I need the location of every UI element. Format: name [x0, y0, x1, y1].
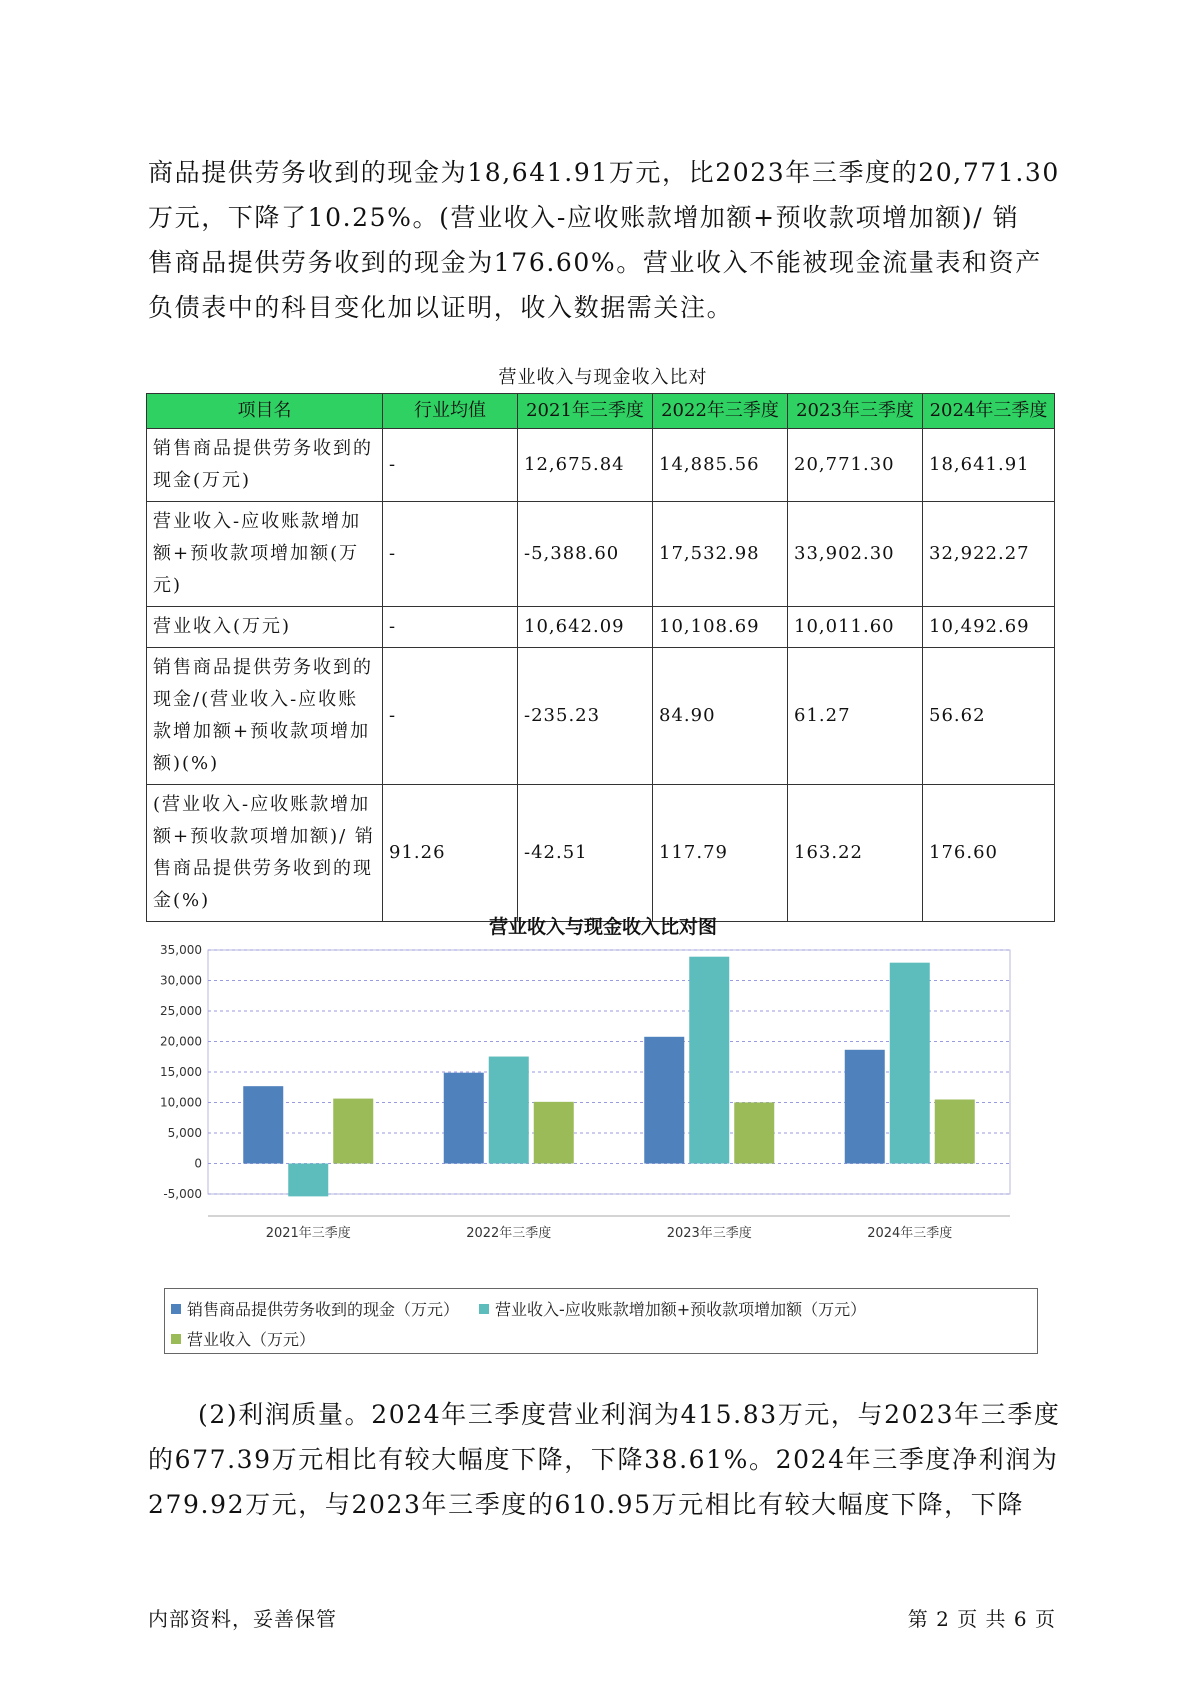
cell: 176.60	[923, 785, 1055, 922]
body-paragraph-1	[148, 150, 1058, 330]
y-tick-label: 35,000	[160, 943, 202, 957]
y-tick-label: 25,000	[160, 1004, 202, 1018]
comparison-table	[146, 393, 1055, 922]
paragraph-line: (2)利润质量。2024年三季度营业利润为415.83万元，与2023年三季度	[198, 1400, 1061, 1429]
chart-title: 营业收入与现金收入比对图	[488, 916, 717, 938]
bar	[288, 1164, 328, 1197]
header-2022q3: 2022年三季度	[653, 394, 788, 429]
legend-swatch	[479, 1304, 489, 1314]
paragraph-line: 负债表中的科目变化加以证明，收入数据需关注。	[148, 293, 734, 322]
bar	[243, 1086, 283, 1163]
y-tick-label: 10,000	[160, 1095, 202, 1110]
cell: 18,641.91	[923, 429, 1055, 502]
row-label: (营业收入-应收账款增加额+预收款项增加额)/ 销售商品提供劳务收到的现金(%)	[147, 785, 383, 922]
table-caption: 营业收入与现金收入比对	[498, 367, 708, 388]
table-row	[147, 648, 1055, 785]
cell: 56.62	[923, 648, 1055, 785]
cell: 10,108.69	[653, 607, 788, 648]
header-2021q3: 2021年三季度	[518, 394, 653, 429]
bar	[689, 957, 729, 1164]
y-tick-label: 15,000	[160, 1065, 202, 1079]
bar	[644, 1037, 684, 1164]
y-tick-label: -5,000	[163, 1187, 202, 1201]
table-row	[147, 502, 1055, 607]
cell: -	[383, 502, 518, 607]
bar	[734, 1102, 774, 1163]
legend-label: 营业收入（万元）	[187, 1330, 316, 1349]
cell: -5,388.60	[518, 502, 653, 607]
cell: 10,011.60	[788, 607, 923, 648]
x-tick-label: 2021年三季度	[265, 1226, 351, 1241]
header-industry-avg: 行业均值	[383, 394, 518, 429]
table-row	[147, 785, 1055, 922]
bar	[845, 1050, 885, 1164]
x-tick-label: 2024年三季度	[867, 1226, 953, 1241]
cell: 20,771.30	[788, 429, 923, 502]
cell: 12,675.84	[518, 429, 653, 502]
paragraph-line: 商品提供劳务收到的现金为18,641.91万元，比2023年三季度的20,771.30	[148, 158, 1060, 187]
table-row	[147, 607, 1055, 648]
footer-confidential: 内部资料，妥善保管	[148, 1607, 337, 1631]
cell: 10,642.09	[518, 607, 653, 648]
paragraph-line: 售商品提供劳务收到的现金为176.60%。营业收入不能被现金流量表和资产	[148, 248, 1042, 277]
cell: 91.26	[383, 785, 518, 922]
table-row	[147, 429, 1055, 502]
cell: 163.22	[788, 785, 923, 922]
y-tick-label: 20,000	[160, 1034, 202, 1049]
paragraph-line: 的677.39万元相比有较大幅度下降，下降38.61%。2024年三季度净利润为	[148, 1445, 1059, 1474]
cell: 32,922.27	[923, 502, 1055, 607]
legend-swatch	[171, 1334, 181, 1344]
row-label: 销售商品提供劳务收到的现金/(营业收入-应收账款增加额+预收款项增加额)(%)	[147, 648, 383, 785]
bar	[534, 1102, 574, 1164]
bar	[935, 1099, 975, 1163]
paragraph-line: 万元，下降了10.25%。(营业收入-应收账款增加额+预收款项增加额)/ 销	[148, 203, 1020, 232]
body-paragraph-2	[148, 1392, 1061, 1527]
row-label: 营业收入-应收账款增加额+预收款项增加额(万元)	[147, 502, 383, 607]
cell: -	[383, 648, 518, 785]
legend-label: 销售商品提供劳务收到的现金（万元）	[187, 1300, 460, 1319]
legend-item	[171, 1297, 459, 1320]
legend-label: 营业收入-应收账款增加额+预收款项增加额（万元）	[495, 1300, 867, 1319]
y-tick-label: 5,000	[167, 1126, 202, 1140]
cell: 14,885.56	[653, 429, 788, 502]
cell: 10,492.69	[923, 607, 1055, 648]
x-tick-label: 2023年三季度	[666, 1226, 752, 1241]
cell: 61.27	[788, 648, 923, 785]
cell: 17,532.98	[653, 502, 788, 607]
cell: -	[383, 429, 518, 502]
table-header-row	[147, 394, 1055, 429]
legend-item	[171, 1327, 315, 1350]
header-2023q3: 2023年三季度	[788, 394, 923, 429]
y-tick-label: 30,000	[160, 973, 202, 988]
cell: 117.79	[653, 785, 788, 922]
y-tick-label: 0	[194, 1156, 202, 1171]
x-tick-label: 2022年三季度	[466, 1226, 552, 1241]
cell: -235.23	[518, 648, 653, 785]
bar	[444, 1073, 484, 1164]
row-label: 营业收入(万元)	[147, 607, 383, 648]
cell: 33,902.30	[788, 502, 923, 607]
legend-swatch	[171, 1304, 181, 1314]
cell: -	[383, 607, 518, 648]
header-2024q3: 2024年三季度	[923, 394, 1055, 429]
legend-item	[479, 1297, 866, 1320]
chart-legend	[164, 1288, 1038, 1354]
row-label: 销售商品提供劳务收到的现金(万元)	[147, 429, 383, 502]
header-item-name: 项目名	[147, 394, 383, 429]
bar	[489, 1057, 529, 1164]
cell: 84.90	[653, 648, 788, 785]
bar-chart	[148, 938, 1038, 1274]
bar	[333, 1099, 373, 1164]
footer-page-number: 第 2 页 共 6 页	[907, 1607, 1056, 1631]
paragraph-line: 279.92万元，与2023年三季度的610.95万元相比有较大幅度下降，下降	[148, 1490, 1024, 1519]
cell: -42.51	[518, 785, 653, 922]
bar	[890, 963, 930, 1164]
